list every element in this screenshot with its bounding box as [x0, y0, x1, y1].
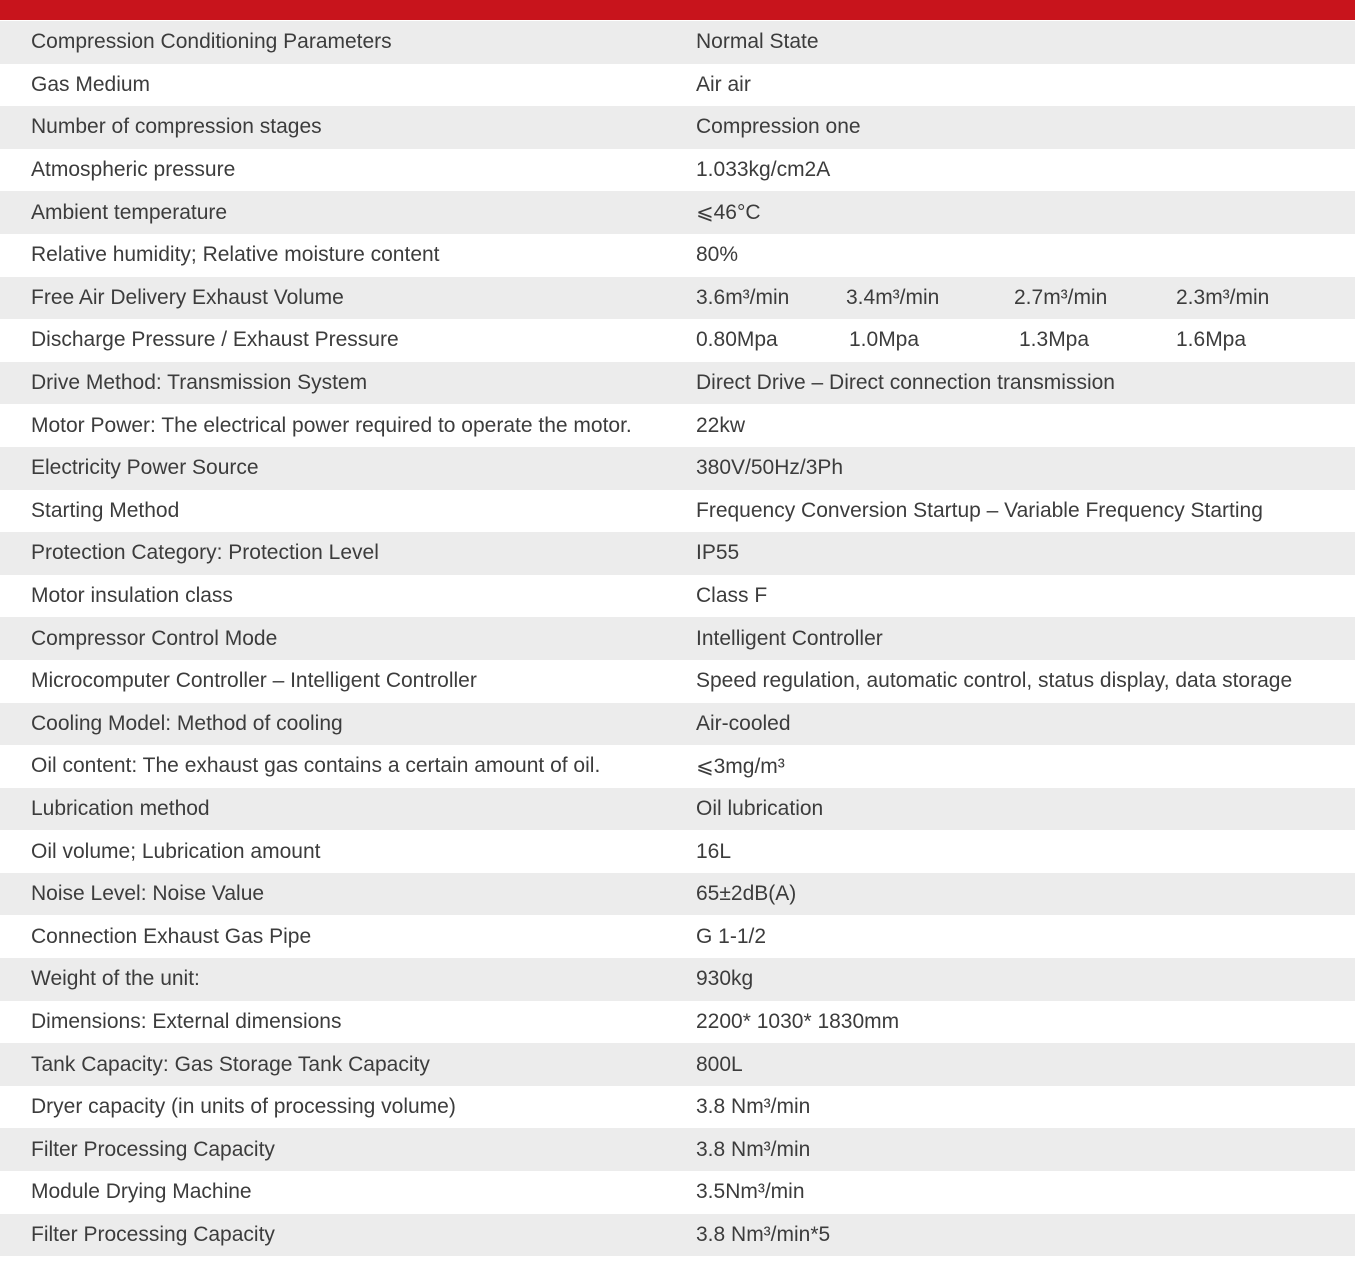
param-value-group	[665, 319, 1355, 362]
param-value: 2.7m³/min	[1014, 285, 1108, 309]
param-value: 1.0Mpa	[849, 328, 920, 352]
param-value-group	[665, 277, 1355, 320]
param-label: Free Air Delivery Exhaust Volume	[31, 285, 344, 309]
param-label: Compressor Control Mode	[31, 626, 278, 650]
param-label: Oil volume; Lubrication amount	[31, 839, 321, 863]
param-value: Speed regulation, automatic control, status display, data storage	[696, 669, 1293, 693]
param-value: ⩽46°C	[696, 201, 761, 225]
param-label: Filter Processing Capacity	[31, 1222, 275, 1246]
param-label: Lubrication method	[31, 796, 210, 820]
table-row	[0, 21, 1355, 64]
param-value: Compression one	[696, 115, 861, 139]
param-value: Air air	[696, 72, 751, 96]
param-label: Oil content: The exhaust gas contains a certain amount of oil.	[31, 754, 601, 778]
param-value: 1.3Mpa	[1019, 328, 1090, 352]
spec-table	[0, 21, 1355, 1256]
table-row	[0, 490, 1355, 533]
table-row	[0, 277, 1355, 320]
param-label: Discharge Pressure / Exhaust Pressure	[31, 328, 399, 352]
param-value: 1.033kg/cm2A	[696, 158, 831, 182]
param-value: Frequency Conversion Startup – Variable Frequency Starting	[696, 498, 1263, 522]
param-value: 80%	[696, 243, 739, 267]
param-value: 0.80Mpa	[696, 328, 778, 352]
param-value: 1.6Mpa	[1176, 328, 1247, 352]
param-value: 65±2dB(A)	[696, 882, 797, 906]
table-row	[0, 703, 1355, 746]
param-value: 3.8 Nm³/min*5	[696, 1222, 831, 1246]
table-row	[0, 319, 1355, 362]
param-label: Filter Processing Capacity	[31, 1137, 275, 1161]
table-row	[0, 64, 1355, 107]
table-row	[0, 1043, 1355, 1086]
param-value: 2200* 1030* 1830mm	[696, 1009, 900, 1033]
param-label: Ambient temperature	[31, 200, 228, 224]
param-value: 3.8 Nm³/min	[696, 1095, 811, 1119]
param-value: 930kg	[696, 967, 754, 991]
param-label: Connection Exhaust Gas Pipe	[31, 924, 312, 948]
param-value: 3.5Nm³/min	[696, 1180, 805, 1204]
table-row	[0, 1171, 1355, 1214]
top-accent-bar	[0, 0, 1355, 20]
param-label: Drive Method: Transmission System	[31, 371, 368, 395]
param-value: 3.8 Nm³/min	[696, 1137, 811, 1161]
param-value: Air-cooled	[696, 711, 791, 735]
table-row	[0, 617, 1355, 660]
param-value: 3.4m³/min	[846, 285, 940, 309]
param-value: 22kw	[696, 413, 746, 437]
param-value: 16L	[696, 839, 732, 863]
table-row	[0, 447, 1355, 490]
param-value: Oil lubrication	[696, 796, 824, 820]
table-row	[0, 1128, 1355, 1171]
param-label: Noise Level: Noise Value	[31, 882, 265, 906]
param-label: Gas Medium	[31, 72, 151, 96]
param-label: Dimensions: External dimensions	[31, 1009, 342, 1033]
param-label: Compression Conditioning Parameters	[31, 30, 392, 54]
param-value: 380V/50Hz/3Ph	[696, 456, 844, 480]
table-row	[0, 362, 1355, 405]
param-value: 3.6m³/min	[696, 285, 790, 309]
table-row	[0, 1086, 1355, 1129]
table-row	[0, 575, 1355, 618]
param-label: Dryer capacity (in units of processing volume)	[31, 1095, 456, 1119]
param-value: IP55	[696, 541, 740, 565]
param-label: Electricity Power Source	[31, 456, 259, 480]
table-row	[0, 532, 1355, 575]
table-row	[0, 191, 1355, 234]
param-value: 2.3m³/min	[1176, 285, 1270, 309]
table-row	[0, 1214, 1355, 1257]
param-label: Motor Power: The electrical power required to operate the motor.	[31, 413, 632, 437]
param-label: Tank Capacity: Gas Storage Tank Capacity	[31, 1052, 430, 1076]
param-label: Relative humidity; Relative moisture content	[31, 243, 440, 267]
param-value: Intelligent Controller	[696, 626, 883, 650]
param-value: Class F	[696, 584, 768, 608]
table-row	[0, 788, 1355, 831]
param-label: Microcomputer Controller – Intelligent Controller	[31, 669, 477, 693]
param-value: 800L	[696, 1052, 743, 1076]
param-value: ⩽3mg/m³	[696, 754, 785, 778]
param-label: Atmospheric pressure	[31, 158, 236, 182]
param-value: Normal State	[696, 30, 819, 54]
table-row	[0, 745, 1355, 788]
table-row	[0, 915, 1355, 958]
param-label: Motor insulation class	[31, 584, 233, 608]
table-row	[0, 404, 1355, 447]
table-row	[0, 106, 1355, 149]
table-row	[0, 873, 1355, 916]
param-label: Module Drying Machine	[31, 1180, 252, 1204]
table-row	[0, 958, 1355, 1001]
param-value: Direct Drive – Direct connection transmission	[696, 371, 1115, 395]
table-row	[0, 149, 1355, 192]
param-value: G 1-1/2	[696, 924, 767, 948]
param-label: Starting Method	[31, 498, 180, 522]
table-row	[0, 660, 1355, 703]
param-label: Number of compression stages	[31, 115, 322, 139]
table-row	[0, 234, 1355, 277]
param-label: Cooling Model: Method of cooling	[31, 711, 343, 735]
param-label: Protection Category: Protection Level	[31, 541, 379, 565]
param-label: Weight of the unit:	[31, 967, 200, 991]
table-row	[0, 1001, 1355, 1044]
table-row	[0, 830, 1355, 873]
